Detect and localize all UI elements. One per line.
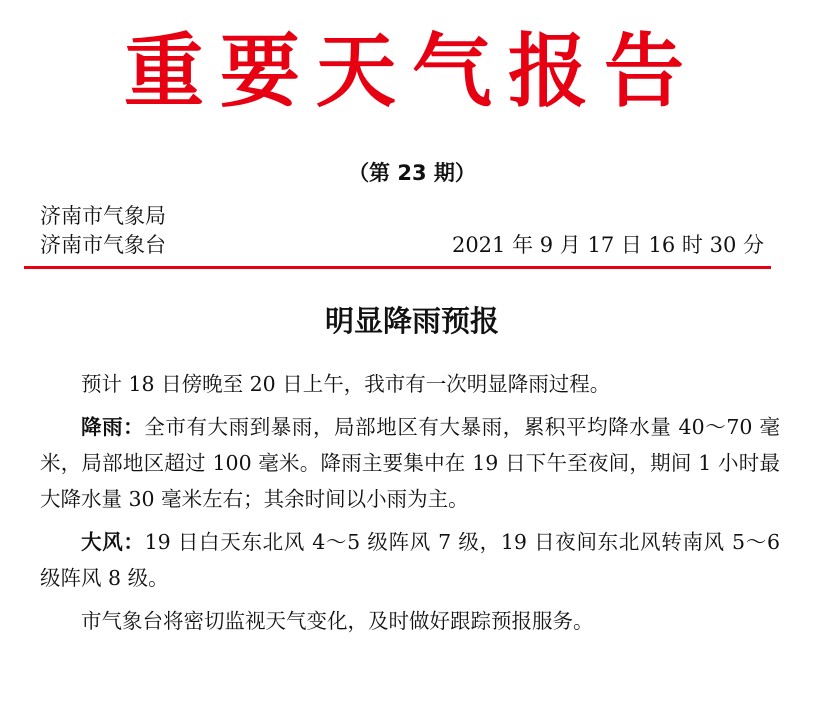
paragraph-summary: [40, 366, 780, 402]
paragraph-text: 市气象台将密切监视天气变化，及时做好跟踪预报服务。: [81, 609, 594, 633]
report-title: 明显降雨预报: [324, 304, 499, 338]
paragraph-followup: [40, 603, 780, 639]
banner-title: 重要天气报告: [124, 25, 700, 118]
paragraph-lead-wind: 大风：: [81, 530, 145, 554]
issuer-bureau: 济南市气象局: [40, 204, 166, 228]
paragraph-text: 全市有大雨到暴雨，局部地区有大暴雨，累积平均降水量 40～70 毫米，局部地区超过 100 毫米。降雨主要集中在 19 日下午至夜间，期间 1 小时最大降水量 30 毫米左右；其余时间以小雨为主。: [40, 415, 781, 511]
paragraph-text: 19 日白天东北风 4～5 级阵风 7 级，19 日夜间东北风转南风 5～6 级阵风 8 级。: [40, 530, 781, 590]
paragraph-text: 预计 18 日傍晚至 20 日上午，我市有一次明显降雨过程。: [81, 372, 611, 396]
paragraph-lead-rainfall: 降雨：: [81, 415, 145, 439]
paragraph-rainfall: [40, 409, 780, 517]
issue-datetime: 2021 年 9 月 17 日 16 时 30 分: [451, 233, 764, 257]
issue-number: （第 23 期）: [348, 161, 476, 185]
header-divider: [24, 266, 771, 269]
report-body: [40, 366, 780, 646]
issuer-observatory: 济南市气象台: [40, 233, 166, 257]
paragraph-wind: [40, 524, 780, 596]
